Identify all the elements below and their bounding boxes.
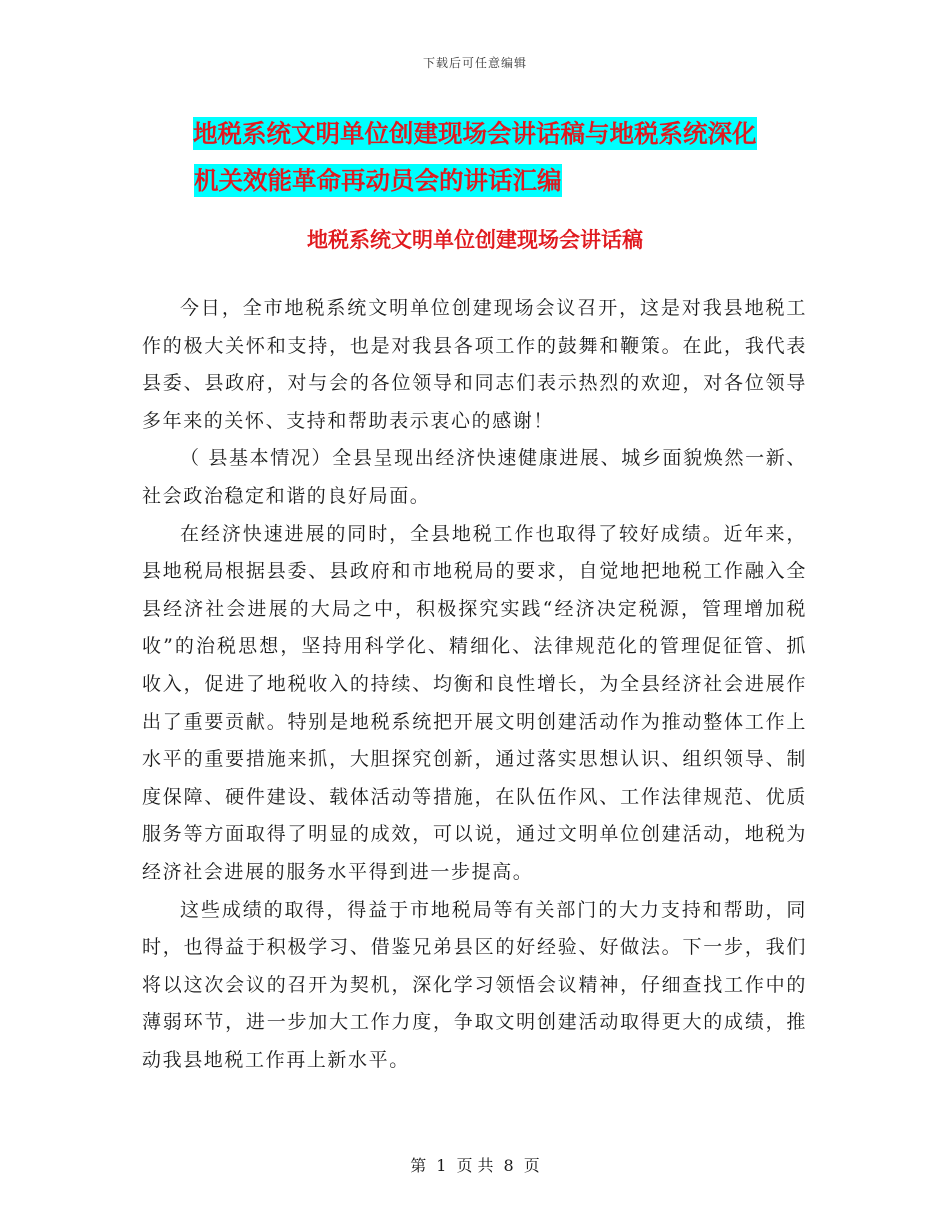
title-line-1-text: 地税系统文明单位创建现场会讲话稿与地税系统深化 xyxy=(193,119,757,148)
paragraph: 在经济快速进展的同时，全县地税工作也取得了较好成绩。近年来，县地税局根据县委、县政府和市地税局的要求，自觉地把地税工作融入全县经济社会进展的大局之中，积极探究实践“经济决定税源，管理增加税收”的治税思想，坚持用科学化、精细化、法律规范化的管理促征管、抓收入，促进了地税收入的持续、均衡和良性增长，为全县经济社会进展作出了重要贡献。特别是地税系统把开展文明创建活动作为推动整体工作上水平的重要措施来抓，大胆探究创新，通过落实思想认识、组织领导、制度保障、硬件建设、载体活动等措施，在队伍作风、工作法律规范、优质服务等方面取得了明显的成效，可以说，通过文明单位创建活动，地税为经济社会进展的服务水平得到进一步提高。 xyxy=(142,522,807,883)
page-number: 1 xyxy=(436,1156,447,1175)
page-mid: 页 共 xyxy=(456,1156,494,1175)
page-prefix: 第 xyxy=(410,1156,427,1175)
paragraph: 这些成绩的取得，得益于市地税局等有关部门的大力支持和帮助，同时，也得益于积极学习、借鉴兄弟县区的好经验、好做法。下一步，我们将以这次会议的召开为契机，深化学习领悟会议精神，仔细查找工作中的薄弱环节，进一步加大工作力度，争取文明创建活动取得更大的成绩，推动我县地税工作再上新水平。 xyxy=(142,898,807,1071)
header-note: 下载后可任意编辑 xyxy=(422,56,527,70)
page-total: 8 xyxy=(503,1156,514,1175)
page-suffix: 页 xyxy=(523,1156,540,1175)
title-line-1 xyxy=(130,110,850,157)
page-footer xyxy=(0,1153,950,1176)
paragraph: （ 县基本情况）全县呈现出经济快速健康进展、城乡面貌焕然一新、社会政治稳定和谐的良好局面。 xyxy=(142,447,807,507)
title-line-2-text: 机关效能革命再动员会的讲话汇编 xyxy=(194,166,562,195)
document-body xyxy=(142,290,807,1079)
document-title xyxy=(130,110,850,204)
section-title: 地税系统文明单位创建现场会讲话稿 xyxy=(307,228,643,252)
title-line-2 xyxy=(130,157,850,204)
paragraph: 今日，全市地税系统文明单位创建现场会议召开，这是对我县地税工作的极大关怀和支持，也是对我县各项工作的鼓舞和鞭策。在此，我代表县委、县政府，对与会的各位领导和同志们表示热烈的欢迎，对各位领导多年来的关怀、支持和帮助表示衷心的感谢！ xyxy=(142,297,807,432)
